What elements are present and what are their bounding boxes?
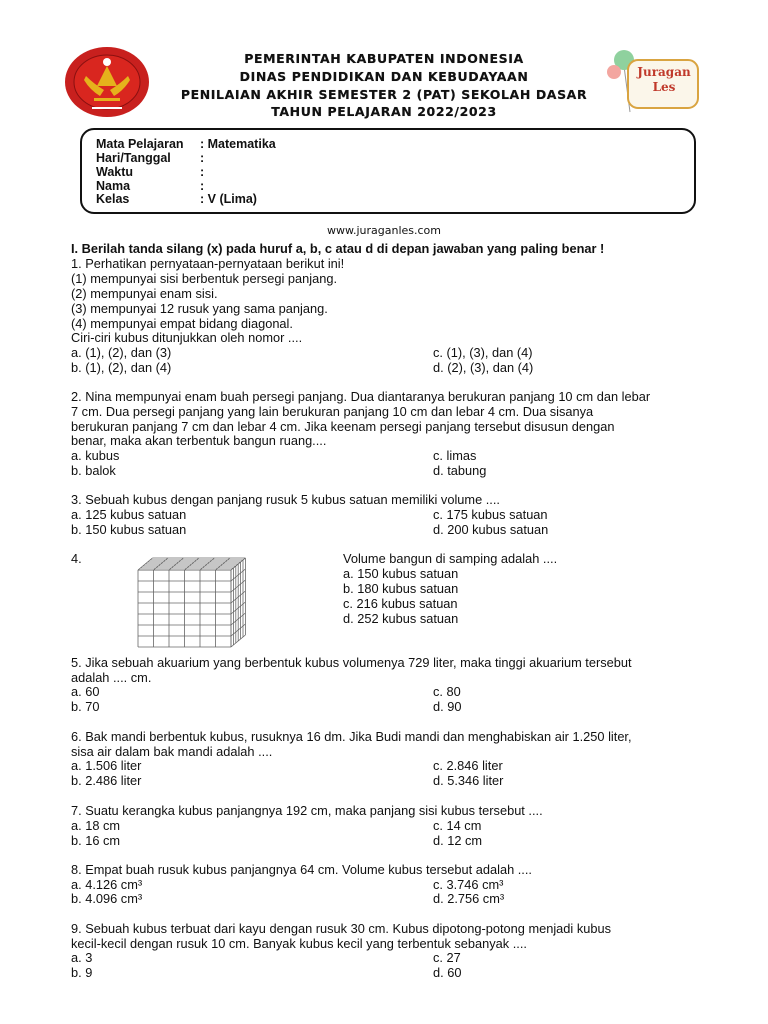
website-link[interactable]: www.juraganles.com xyxy=(326,224,441,237)
q1-option-c[interactable]: c. (1), (3), dan (4) xyxy=(433,345,533,360)
q5-option-c[interactable]: c. 80 xyxy=(433,684,461,699)
q5-line-1: 5. Jika sebuah akuarium yang berbentuk kubus volumenya 729 liter, maka tinggi akuarium tersebut xyxy=(71,655,632,670)
q4-number: 4. xyxy=(71,551,82,566)
q5-option-b[interactable]: b. 70 xyxy=(71,699,100,714)
q9-line-2: kecil-kecil dengan rusuk 10 cm. Banyak kubus kecil yang terbentuk sebanyak .... xyxy=(71,936,527,951)
badge-text-1: Juragan xyxy=(637,65,691,79)
q1-option-d[interactable]: d. (2), (3), dan (4) xyxy=(433,360,534,375)
q6-line-1: 6. Bak mandi berbentuk kubus, rusuknya 16 dm. Jika Budi mandi dan menghabiskan air 1.250 liter, xyxy=(71,729,632,744)
student-info-box xyxy=(80,128,696,214)
q3-option-b[interactable]: b. 150 kubus satuan xyxy=(71,522,187,537)
q1-line-5: (4) mempunyai empat bidang diagonal. xyxy=(71,316,293,331)
q1-option-a[interactable]: a. (1), (2), dan (3) xyxy=(71,345,172,360)
q8-option-a[interactable]: a. 4.126 cm³ xyxy=(71,877,143,892)
class-value: : V (Lima) xyxy=(200,192,257,206)
header-line-1: PEMERINTAH KABUPATEN INDONESIA xyxy=(244,51,524,66)
day-value: : xyxy=(200,151,205,165)
q3-option-d[interactable]: d. 200 kubus satuan xyxy=(433,522,549,537)
q4-option-b[interactable]: b. 180 kubus satuan xyxy=(343,581,459,596)
q8-line-1: 8. Empat buah rusuk kubus panjangnya 64 cm. Volume kubus tersebut adalah .... xyxy=(71,862,532,877)
info-row-day xyxy=(96,151,204,165)
q5-line-2: adalah .... cm. xyxy=(71,670,152,685)
q2-line-3: berukuran panjang 7 cm dan lebar 4 cm. Jika keenam persegi panjang tersebut disusun dengan xyxy=(71,419,615,434)
q4-option-a[interactable]: a. 150 kubus satuan xyxy=(343,566,459,581)
q1-line-2: (1) mempunyai sisi berbentuk persegi panjang. xyxy=(71,271,338,286)
q5-option-a[interactable]: a. 60 xyxy=(71,684,100,699)
q9-option-b[interactable]: b. 9 xyxy=(71,965,93,980)
info-row-time xyxy=(96,165,204,179)
q6-option-a[interactable]: a. 1.506 liter xyxy=(71,758,142,773)
q2-option-d[interactable]: d. tabung xyxy=(433,463,487,478)
header-line-2: DINAS PENDIDIKAN DAN KEBUDAYAAN xyxy=(239,69,529,84)
q3-line-1: 3. Sebuah kubus dengan panjang rusuk 5 kubus satuan memiliki volume .... xyxy=(71,492,500,507)
q8-option-d[interactable]: d. 2.756 cm³ xyxy=(433,891,505,906)
q5-option-d[interactable]: d. 90 xyxy=(433,699,462,714)
q7-line-1: 7. Suatu kerangka kubus panjangnya 192 cm, maka panjang sisi kubus tersebut .... xyxy=(71,803,543,818)
q9-option-c[interactable]: c. 27 xyxy=(433,950,461,965)
cuboid-unit-cubes-figure xyxy=(136,553,256,649)
q2-option-a[interactable]: a. kubus xyxy=(71,448,120,463)
time-label: Waktu xyxy=(96,165,134,179)
q2-option-b[interactable]: b. balok xyxy=(71,463,116,478)
q1-line-4: (3) mempunyai 12 rusuk yang sama panjang. xyxy=(71,301,328,316)
q8-option-c[interactable]: c. 3.746 cm³ xyxy=(433,877,504,892)
subject-label: Mata Pelajaran xyxy=(96,137,184,151)
q6-line-2: sisa air dalam bak mandi adalah .... xyxy=(71,744,273,759)
badge-text-2: Les xyxy=(652,80,676,94)
info-row-class xyxy=(96,192,257,206)
q6-option-d[interactable]: d. 5.346 liter xyxy=(433,773,504,788)
q2-line-2: 7 cm. Dua persegi panjang yang lain berukuran panjang 10 cm dan lebar 4 cm. Dua sisanya xyxy=(71,404,594,419)
info-row-subject xyxy=(96,137,276,151)
q1-line-3: (2) mempunyai enam sisi. xyxy=(71,286,218,301)
header-line-4: TAHUN PELAJARAN 2022/2023 xyxy=(271,104,497,119)
day-label: Hari/Tanggal xyxy=(96,151,171,165)
name-value: : xyxy=(200,179,205,193)
instruction: I. Berilah tanda silang (x) pada huruf a, b, c atau d di depan jawaban yang paling benar ! xyxy=(71,241,605,256)
q9-option-a[interactable]: a. 3 xyxy=(71,950,93,965)
q2-line-1: 2. Nina mempunyai enam buah persegi panjang. Dua diantaranya berukuran panjang 10 cm dan lebar xyxy=(71,389,651,404)
q3-option-c[interactable]: c. 175 kubus satuan xyxy=(433,507,548,522)
q2-option-c[interactable]: c. limas xyxy=(433,448,477,463)
q4-question: Volume bangun di samping adalah .... xyxy=(343,551,558,566)
q8-option-b[interactable]: b. 4.096 cm³ xyxy=(71,891,143,906)
q1-line-6: Ciri-ciri kubus ditunjukkan oleh nomor .... xyxy=(71,330,303,345)
header-line-3: PENILAIAN AKHIR SEMESTER 2 (PAT) SEKOLAH DASAR xyxy=(180,87,588,102)
q1-line-1: 1. Perhatikan pernyataan-pernyataan berikut ini! xyxy=(71,256,345,271)
q7-option-d[interactable]: d. 12 cm xyxy=(433,833,483,848)
juragan-les-badge xyxy=(604,46,700,116)
name-label: Nama xyxy=(96,179,131,193)
q4-option-c[interactable]: c. 216 kubus satuan xyxy=(343,596,458,611)
subject-value: : Matematika xyxy=(200,137,276,151)
q1-option-b[interactable]: b. (1), (2), dan (4) xyxy=(71,360,172,375)
q7-option-b[interactable]: b. 16 cm xyxy=(71,833,121,848)
class-label: Kelas xyxy=(96,192,130,206)
q3-option-a[interactable]: a. 125 kubus satuan xyxy=(71,507,187,522)
q2-line-4: benar, maka akan terbentuk bangun ruang.... xyxy=(71,433,327,448)
q6-option-b[interactable]: b. 2.486 liter xyxy=(71,773,142,788)
q7-option-c[interactable]: c. 14 cm xyxy=(433,818,482,833)
q9-option-d[interactable]: d. 60 xyxy=(433,965,462,980)
info-row-name xyxy=(96,179,204,193)
q7-option-a[interactable]: a. 18 cm xyxy=(71,818,121,833)
q4-option-d[interactable]: d. 252 kubus satuan xyxy=(343,611,459,626)
q9-line-1: 9. Sebuah kubus terbuat dari kayu dengan rusuk 30 cm. Kubus dipotong-potong menjadi kubus xyxy=(71,921,611,936)
time-value: : xyxy=(200,165,205,179)
q6-option-c[interactable]: c. 2.846 liter xyxy=(433,758,503,773)
